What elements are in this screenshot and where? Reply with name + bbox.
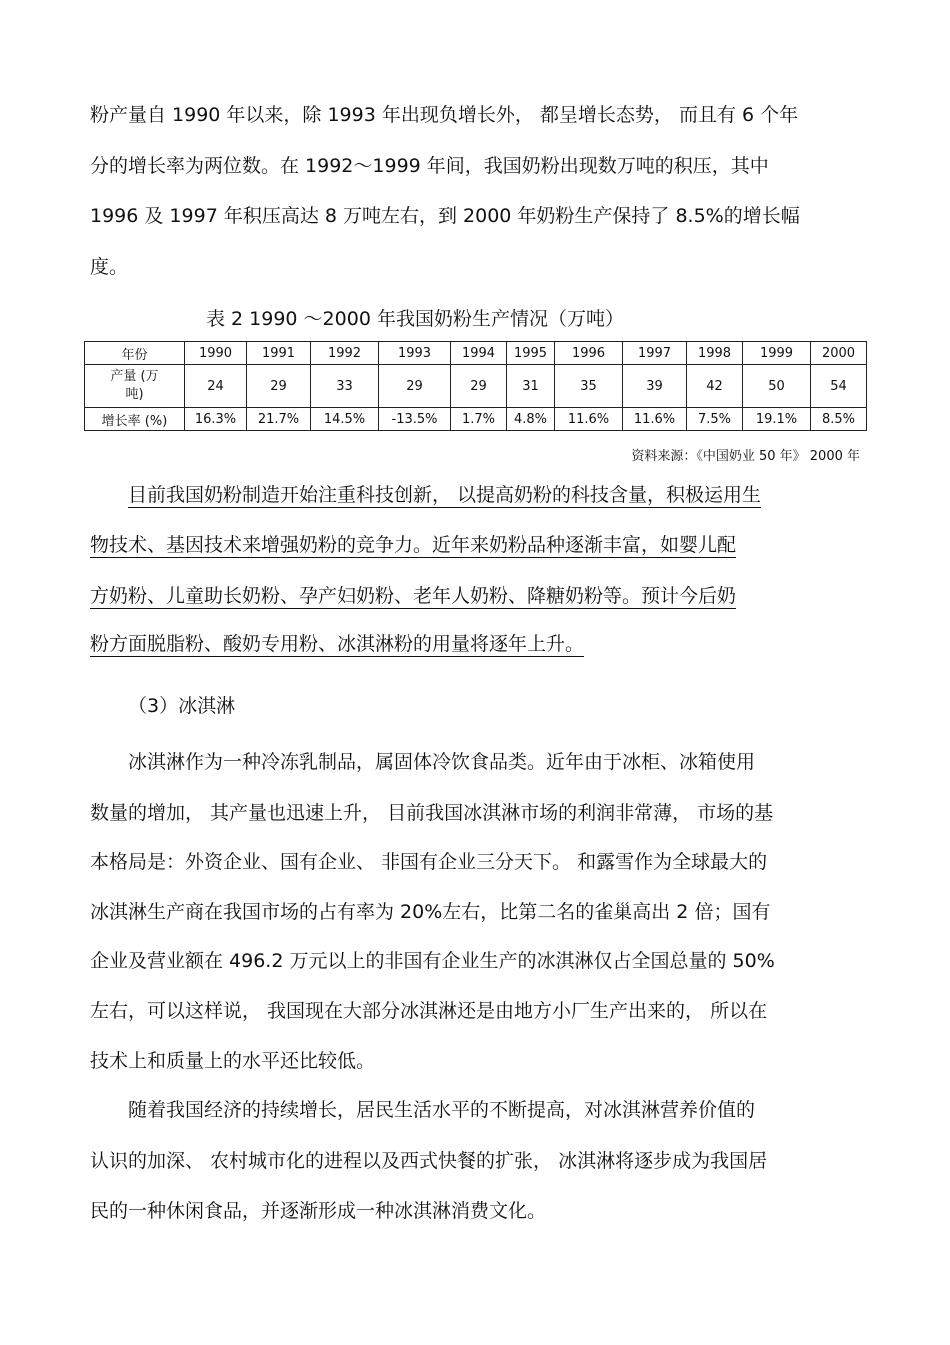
text-line: 粉方面脱脂粉、酸奶专用粉、冰淇淋粉的用量将逐年上升。 bbox=[90, 633, 585, 655]
text-line: 民的一种休闲食品，并逐渐形成一种冰淇淋消费文化。 bbox=[90, 1200, 547, 1222]
production-cell: 29 bbox=[247, 365, 311, 408]
production-cell: 39 bbox=[623, 365, 687, 408]
text-line: 冰淇淋生产商在我国市场的占有率为 20%左右，比第二名的雀巢高出 2 倍；国有 bbox=[90, 901, 771, 923]
text-line: 本格局是：外资企业、国有企业、 非国有企业三分天下。 和露雪作为全球最大的 bbox=[90, 851, 768, 873]
row-label-year: 年份 bbox=[85, 342, 185, 365]
growth-cell: 4.8% bbox=[507, 408, 555, 431]
production-cell: 42 bbox=[687, 365, 743, 408]
year-cell: 1995 bbox=[507, 342, 555, 365]
production-cell: 31 bbox=[507, 365, 555, 408]
text-line: 认识的加深、 农村城市化的进程以及西式快餐的扩张， 冰淇淋将逐步成为我国居 bbox=[90, 1150, 768, 1172]
text-line: 粉产量自 1990 年以来，除 1993 年出现负增长外， 都呈增长态势， 而且有 6 个年 bbox=[90, 104, 799, 126]
year-cell: 1993 bbox=[379, 342, 451, 365]
text-line: 方奶粉、儿童助长奶粉、孕产妇奶粉、老年人奶粉、降糖奶粉等。预计今后奶 bbox=[90, 585, 737, 607]
growth-cell: 19.1% bbox=[743, 408, 811, 431]
table-row-growth bbox=[85, 408, 867, 431]
year-cell: 1994 bbox=[451, 342, 507, 365]
growth-cell: 11.6% bbox=[623, 408, 687, 431]
row-label-production-line2: 吨) bbox=[125, 387, 144, 402]
text-line: 物技术、基因技术来增强奶粉的竞争力。近年来奶粉品种逐渐丰富，如婴儿配 bbox=[90, 534, 737, 556]
section-title: （3）冰淇淋 bbox=[128, 695, 236, 717]
year-cell: 1999 bbox=[743, 342, 811, 365]
year-cell: 1992 bbox=[311, 342, 379, 365]
year-cell: 1990 bbox=[185, 342, 247, 365]
text-line: 1996 及 1997 年积压高达 8 万吨左右，到 2000 年奶粉生产保持了 8.5%的增长幅 bbox=[90, 205, 800, 227]
production-cell: 50 bbox=[743, 365, 811, 408]
table-row-production bbox=[85, 365, 867, 408]
table-caption: 表 2 1990 ～2000 年我国奶粉生产情况（万吨） bbox=[206, 308, 624, 330]
row-label-production bbox=[85, 365, 185, 408]
production-cell: 29 bbox=[379, 365, 451, 408]
production-cell: 33 bbox=[311, 365, 379, 408]
production-cell: 54 bbox=[811, 365, 867, 408]
growth-cell: 16.3% bbox=[185, 408, 247, 431]
growth-cell: 1.7% bbox=[451, 408, 507, 431]
text-line: 度。 bbox=[90, 256, 129, 278]
year-cell: 1996 bbox=[555, 342, 623, 365]
text-line: 左右，可以这样说， 我国现在大部分冰淇淋还是由地方小厂生产出来的， 所以在 bbox=[90, 1000, 768, 1022]
table-row-year bbox=[85, 342, 867, 365]
production-cell: 35 bbox=[555, 365, 623, 408]
year-cell: 1991 bbox=[247, 342, 311, 365]
milk-powder-production-table bbox=[84, 341, 867, 431]
row-label-production-line1: 产量 (万 bbox=[110, 369, 159, 384]
text-line: 冰淇淋作为一种冷冻乳制品，属固体冷饮食品类。近年由于冰柜、冰箱使用 bbox=[128, 751, 756, 773]
production-cell: 29 bbox=[451, 365, 507, 408]
text-line: 分的增长率为两位数。在 1992～1999 年间，我国奶粉出现数万吨的积压，其中 bbox=[90, 155, 769, 177]
growth-cell: 7.5% bbox=[687, 408, 743, 431]
growth-cell: 21.7% bbox=[247, 408, 311, 431]
text-line: 随着我国经济的持续增长，居民生活水平的不断提高，对冰淇淋营养价值的 bbox=[128, 1099, 756, 1121]
text-line: 数量的增加， 其产量也迅速上升， 目前我国冰淇淋市场的利润非常薄， 市场的基 bbox=[90, 802, 774, 824]
text-line: 技术上和质量上的水平还比较低。 bbox=[90, 1050, 376, 1072]
growth-cell: 14.5% bbox=[311, 408, 379, 431]
growth-cell: 11.6% bbox=[555, 408, 623, 431]
row-label-growth: 增长率 (%) bbox=[85, 408, 185, 431]
year-cell: 2000 bbox=[811, 342, 867, 365]
growth-cell: 8.5% bbox=[811, 408, 867, 431]
growth-cell: -13.5% bbox=[379, 408, 451, 431]
year-cell: 1997 bbox=[623, 342, 687, 365]
year-cell: 1998 bbox=[687, 342, 743, 365]
text-line: 企业及营业额在 496.2 万元以上的非国有企业生产的冰淇淋仅占全国总量的 50% bbox=[90, 950, 775, 972]
text-line: 目前我国奶粉制造开始注重科技创新， 以提高奶粉的科技含量，积极运用生 bbox=[128, 484, 762, 506]
production-cell: 24 bbox=[185, 365, 247, 408]
table-source-note: 资料来源：《中国奶业 50 年》 2000 年 bbox=[631, 449, 860, 464]
